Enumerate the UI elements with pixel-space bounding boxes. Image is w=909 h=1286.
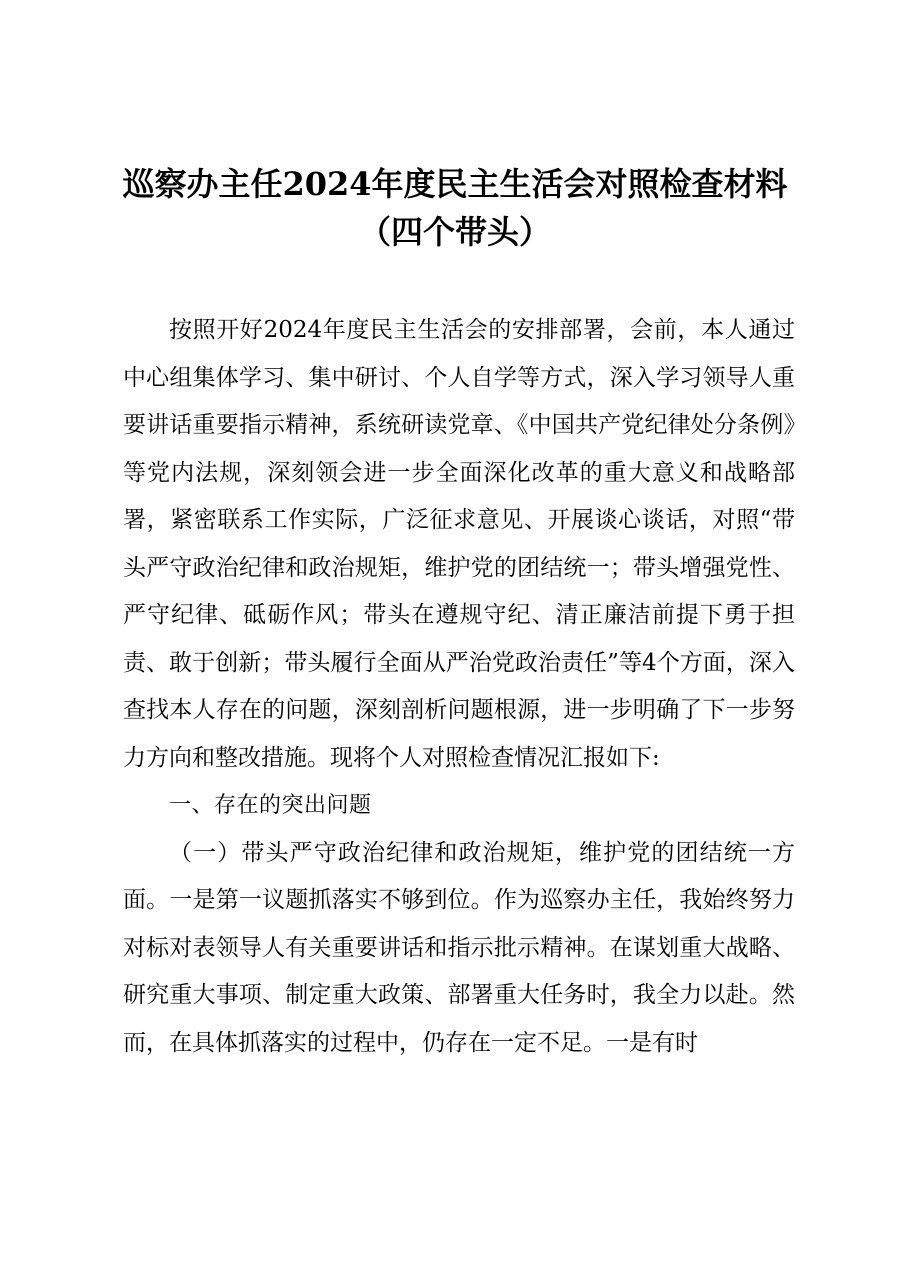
intro-paragraph: 按照开好2024年度民主生活会的安排部署，会前，本人通过中心组集体学习、集中研讨、个人自学等方式，深入学习领导人重要讲话重要指示精神，系统研读党章、《中国共产党纪律处分条例》等党内法规，深刻领会进一步全面深化改革的重大意义和战略部署，紧密联系工作实际，广泛征求意见、开展谈心谈话，对照“带头严守政治纪律和政治规矩，维护党的团结统一；带头增强党性、严守纪律、砥砺作风；带头在遵规守纪、清正廉洁前提下勇于担责、敢于创新；带头履行全面从严治党政治责任”等4个方面，深入查找本人存在的问题，深刻剖析问题根源，进一步明确了下一步努力方向和整改措施。现将个人对照检查情况汇报如下: — [123, 317, 795, 771]
document-title — [90, 160, 820, 256]
subsection-paragraph: （一）带头严守政治纪律和政治规矩，维护党的团结统一方面。一是第一议题抓落实不够到位。作为巡察办主任，我始终努力对标对表领导人有关重要讲话和指示批示精神。在谋划重大战略、研究重大事项、制定重大政策、部署重大任务时，我全力以赴。然而，在具体抓落实的过程中，仍存在一定不足。一是有时 — [123, 839, 795, 1056]
document-body — [123, 307, 795, 1067]
title-line-2: （四个带头） — [358, 213, 551, 251]
title-line-1: 巡察办主任2024年度民主生活会对照检查材料 — [122, 165, 788, 203]
section-heading: 一、存在的突出问题 — [169, 793, 372, 818]
